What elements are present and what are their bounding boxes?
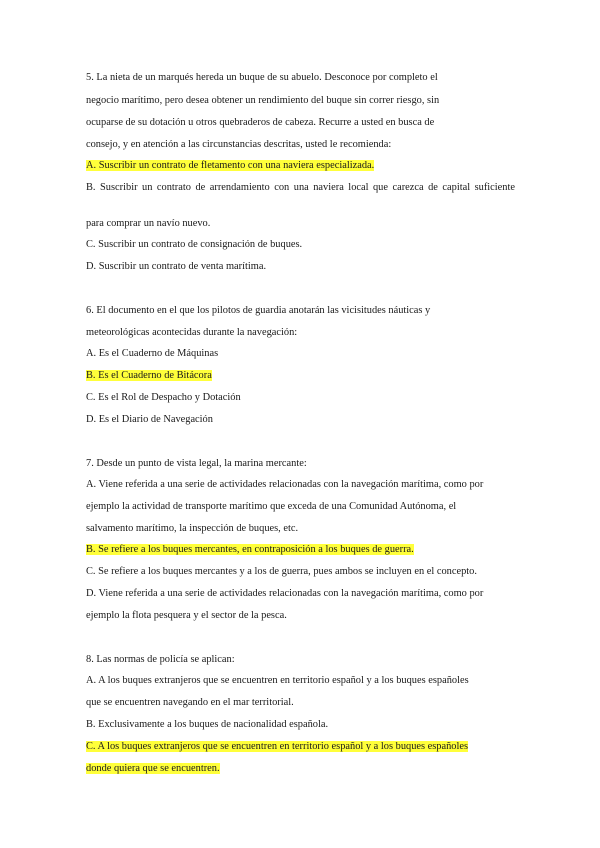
question-6-option-d: D. Es el Diario de Navegación (86, 414, 213, 425)
question-5-stem-line-3: ocuparse de su dotación u otros quebraderos de cabeza. Recurre a usted en busca de (86, 117, 435, 128)
question-7-option-a-continued-1: ejemplo la actividad de transporte marítimo que exceda de una Comunidad Autónoma, el (86, 501, 457, 512)
question-6-stem-line-1: 6. El documento en el que los pilotos de guardia anotarán las vicisitudes náuticas y (86, 305, 431, 316)
question-5-stem-line-2: negocio marítimo, pero desea obtener un rendimiento del buque sin correr riesgo, sin (86, 95, 440, 106)
question-5-option-a-correct: A. Suscribir un contrato de fletamento con una naviera especializada. (86, 160, 375, 171)
question-6-option-a: A. Es el Cuaderno de Máquinas (86, 348, 219, 359)
question-5-option-b-continued: para comprar un navío nuevo. (86, 218, 211, 229)
question-6-option-c: C. Es el Rol de Despacho y Dotación (86, 392, 241, 403)
question-8-option-a: A. A los buques extranjeros que se encuentren en territorio español y a los buques españoles (86, 675, 469, 686)
question-7-option-b-correct: B. Se refiere a los buques mercantes, en contraposición a los buques de guerra. (86, 544, 414, 555)
question-5-option-d: D. Suscribir un contrato de venta marítima. (86, 261, 267, 272)
question-7-option-a-continued-2: salvamento marítimo, la inspección de buques, etc. (86, 523, 299, 534)
question-5-stem-line-4: consejo, y en atención a las circunstancias descritas, usted le recomienda: (86, 139, 392, 150)
question-7-option-c: C. Se refiere a los buques mercantes y a los de guerra, pues ambos se incluyen en el concepto. (86, 566, 477, 577)
question-5-option-c: C. Suscribir un contrato de consignación de buques. (86, 239, 303, 250)
question-8-option-c-continued-correct: donde quiera que se encuentren. (86, 763, 220, 774)
question-8-option-c-correct: C. A los buques extranjeros que se encuentren en territorio español y a los buques españoles (86, 741, 469, 752)
question-6-stem-line-2: meteorológicas acontecidas durante la navegación: (86, 327, 298, 338)
question-7-stem-line-1: 7. Desde un punto de vista legal, la marina mercante: (86, 458, 307, 469)
question-5-stem-line-1: 5. La nieta de un marqués hereda un buque de su abuelo. Desconoce por completo el (86, 72, 438, 83)
question-8-stem-line-1: 8. Las normas de policía se aplican: (86, 654, 235, 665)
question-8-option-a-continued: que se encuentren navegando en el mar territorial. (86, 697, 294, 708)
question-6-option-b-correct: B. Es el Cuaderno de Bitácora (86, 370, 212, 381)
question-7-option-d: D. Viene referida a una serie de actividades relacionadas con la navegación marítima, como por (86, 588, 484, 599)
question-8-option-b: B. Exclusivamente a los buques de nacionalidad española. (86, 719, 329, 730)
question-7-option-d-continued: ejemplo la flota pesquera y el sector de la pesca. (86, 610, 287, 621)
question-7-option-a: A. Viene referida a una serie de actividades relacionadas con la navegación marítima, como por (86, 479, 484, 490)
question-5-option-b: B. Suscribir un contrato de arrendamiento con una naviera local que carezca de capital suficiente (86, 182, 515, 193)
